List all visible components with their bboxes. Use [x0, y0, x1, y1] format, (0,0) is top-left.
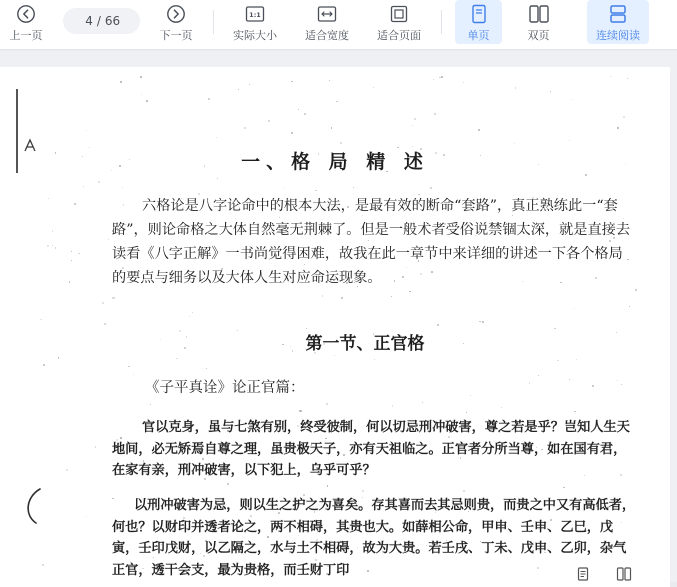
scan-speck — [74, 203, 75, 204]
scan-speck — [71, 260, 72, 261]
scan-speck — [336, 101, 337, 102]
scan-speck — [69, 281, 71, 283]
scan-speck — [104, 323, 105, 324]
scan-speck — [629, 306, 630, 307]
scan-speck — [102, 302, 104, 304]
scan-speck — [42, 564, 44, 566]
document-icon[interactable] — [576, 567, 590, 581]
actual-size-button[interactable] — [226, 0, 284, 50]
scan-speck — [238, 89, 239, 90]
margin-bracket-mark — [20, 485, 44, 527]
continuous-reading-icon — [607, 4, 629, 24]
scan-speck — [569, 140, 570, 141]
scan-speck — [433, 79, 434, 80]
scan-speck — [621, 384, 622, 385]
single-page-icon — [468, 4, 490, 24]
scan-speck — [623, 116, 625, 118]
scan-speck — [478, 129, 480, 131]
scan-speck — [617, 380, 618, 381]
scan-speck — [299, 410, 301, 412]
scan-speck — [304, 113, 306, 115]
scan-speck — [538, 375, 539, 376]
scan-speck — [52, 245, 53, 246]
page-separator: / — [96, 14, 101, 28]
scan-speck — [208, 98, 210, 100]
document-viewer[interactable] — [0, 51, 677, 582]
scan-speck — [78, 253, 79, 254]
scan-speck — [249, 84, 250, 85]
scan-speck — [627, 78, 628, 79]
scan-speck — [327, 485, 329, 487]
scan-speck — [40, 319, 41, 320]
scan-speck — [470, 395, 471, 396]
fit-width-button[interactable] — [298, 0, 356, 50]
scan-speck — [329, 80, 330, 81]
scan-speck — [334, 355, 335, 356]
fit-width-label: 适合宽度 — [305, 29, 349, 42]
single-page-label: 单页 — [467, 29, 490, 42]
scan-speck — [95, 446, 97, 448]
next-page-label: 下一页 — [159, 29, 193, 42]
actual-size-icon-text: 1:1 — [249, 11, 261, 20]
scan-speck — [108, 239, 109, 240]
scanned-page — [0, 67, 670, 587]
toolbar-divider — [441, 10, 442, 34]
scan-speck — [83, 186, 84, 187]
scan-speck — [66, 469, 68, 471]
scan-speck — [592, 385, 594, 387]
scan-speck — [217, 178, 218, 179]
next-page-button[interactable] — [152, 0, 200, 50]
scan-speck — [47, 245, 49, 247]
view-mode-statusbar — [556, 566, 677, 582]
scan-speck — [58, 357, 60, 359]
actual-size-icon — [244, 4, 266, 24]
scan-speck — [563, 487, 564, 488]
scan-speck — [71, 251, 72, 252]
scan-speck — [572, 99, 574, 101]
intro-paragraph: 六格论是八字论命中的根本大法，是最有效的断命“套路”，真正熟练此一“套路”，则论命格之大体自然毫无荆棘了。但是一般术者受俗说禁锢太深，就是直接去读看《八字正解》一书尚觉得困难，故我在此一章节中来详细的讲述一下各个格局的要点与细务以及大体人生对应命运现象。 — [112, 198, 631, 286]
scan-speck — [463, 82, 464, 83]
scan-speck — [176, 358, 178, 360]
scan-speck — [268, 120, 270, 122]
scan-speck — [192, 312, 193, 313]
scan-speck — [291, 81, 293, 83]
scan-speck — [326, 403, 328, 405]
scan-speck — [463, 490, 465, 492]
scan-speck — [86, 130, 87, 131]
scan-speck — [550, 91, 551, 92]
source-heading: 《子平真诠》论正官篇： — [145, 380, 305, 396]
scan-speck — [133, 374, 134, 375]
scan-speck — [557, 360, 558, 361]
double-page-icon[interactable] — [616, 567, 632, 581]
prev-page-button[interactable] — [2, 0, 50, 50]
scan-speck — [501, 407, 502, 408]
scan-speck — [298, 109, 299, 110]
scan-speck — [353, 187, 354, 188]
scan-speck — [576, 359, 577, 360]
single-page-button[interactable] — [455, 0, 502, 44]
actual-size-label: 实际大小 — [233, 29, 277, 42]
scan-speck — [283, 187, 284, 188]
scan-speck — [430, 187, 432, 189]
scan-speck — [150, 404, 151, 405]
double-page-button[interactable] — [515, 0, 562, 50]
scan-speck — [227, 483, 228, 484]
scan-speck — [341, 297, 343, 299]
scan-speck — [112, 297, 114, 299]
scan-speck — [52, 230, 54, 232]
scan-speck — [362, 490, 364, 492]
scan-speck — [206, 368, 207, 369]
chapter-title: 一、格 局 精 述 — [241, 151, 429, 173]
quote-paragraph: 以刑冲破害为忌，则以生之护之为喜矣。存其喜而去其忌则贵，而贵之中又有高低者，何也？以财印并透者论之，两不相碍，其贵也大。如薛相公命，甲申、壬申、乙巳，戊寅，壬印戊财，以乙隔之，水与土不相碍，故为大贵。若壬戌、丁未、戊申、乙卯，杂气正官，透干会支，最为贵格，而壬财丁印 — [112, 498, 636, 578]
double-page-icon — [528, 4, 550, 24]
scan-speck — [120, 81, 122, 83]
scan-speck — [340, 142, 342, 144]
scan-speck — [48, 198, 49, 199]
scan-speck — [515, 87, 516, 88]
scan-speck — [422, 402, 423, 403]
scan-speck — [331, 127, 332, 128]
continuous-reading-label: 连续阅读 — [596, 29, 640, 42]
scan-speck — [189, 316, 190, 317]
scan-speck — [479, 321, 480, 322]
page-number-box[interactable] — [63, 8, 140, 34]
quote-paragraph: 官以克身，虽与七煞有别，终受彼制，何以切忌刑冲破害，尊之若是乎？岂知人生天地间，必无矫焉自尊之理，虽贵极天子，亦有天祖临之。正官者分所当尊，如在国有君，在家有亲，刑冲破害，以下犯上，乌乎可乎？ — [112, 420, 630, 478]
prev-page-label: 上一页 — [9, 29, 43, 42]
scan-speck — [122, 187, 123, 188]
scan-speck — [146, 100, 148, 102]
scan-speck — [437, 324, 439, 326]
scan-speck — [434, 113, 435, 114]
chevron-right-circle-icon — [165, 4, 187, 24]
scan-speck — [216, 137, 217, 138]
scan-speck — [374, 359, 375, 360]
scan-speck — [244, 127, 246, 129]
scan-speck — [128, 366, 130, 368]
scan-speck — [466, 412, 467, 413]
scan-speck — [414, 118, 415, 119]
scan-speck — [291, 132, 293, 134]
scan-speck — [610, 76, 611, 77]
scan-speck — [141, 94, 142, 95]
fit-page-label: 适合页面 — [377, 29, 421, 42]
scan-speck — [529, 382, 531, 384]
scan-speck — [55, 247, 57, 249]
scan-speck — [617, 127, 618, 128]
continuous-reading-button[interactable] — [587, 0, 649, 44]
scan-speck — [409, 291, 410, 292]
scan-speck — [315, 190, 316, 191]
scan-speck — [392, 405, 393, 406]
scan-speck — [569, 379, 570, 380]
scan-speck — [412, 125, 413, 126]
current-page-input[interactable]: 4 — [85, 14, 93, 28]
scan-speck — [86, 516, 87, 517]
scan-speck — [373, 87, 374, 88]
scan-speck — [574, 308, 575, 309]
fit-page-button[interactable] — [370, 0, 428, 50]
scan-speck — [391, 296, 392, 297]
section-title: 第一节、正官格 — [305, 334, 425, 354]
total-pages: 66 — [104, 14, 121, 28]
scan-speck — [635, 289, 637, 291]
fit-width-icon — [316, 4, 338, 24]
reader-toolbar — [0, 0, 677, 50]
fit-page-icon — [388, 4, 410, 24]
scan-speck — [322, 295, 323, 296]
toolbar-divider — [213, 10, 214, 34]
scan-speck — [482, 321, 484, 323]
double-page-label: 双页 — [527, 29, 550, 42]
chevron-left-circle-icon — [15, 4, 37, 24]
scan-speck — [140, 76, 142, 78]
scan-speck — [514, 143, 515, 144]
scan-speck — [574, 411, 575, 412]
scan-speck — [43, 364, 45, 366]
scan-speck — [439, 77, 440, 78]
scan-speck — [441, 76, 442, 77]
scan-speck — [98, 181, 100, 183]
